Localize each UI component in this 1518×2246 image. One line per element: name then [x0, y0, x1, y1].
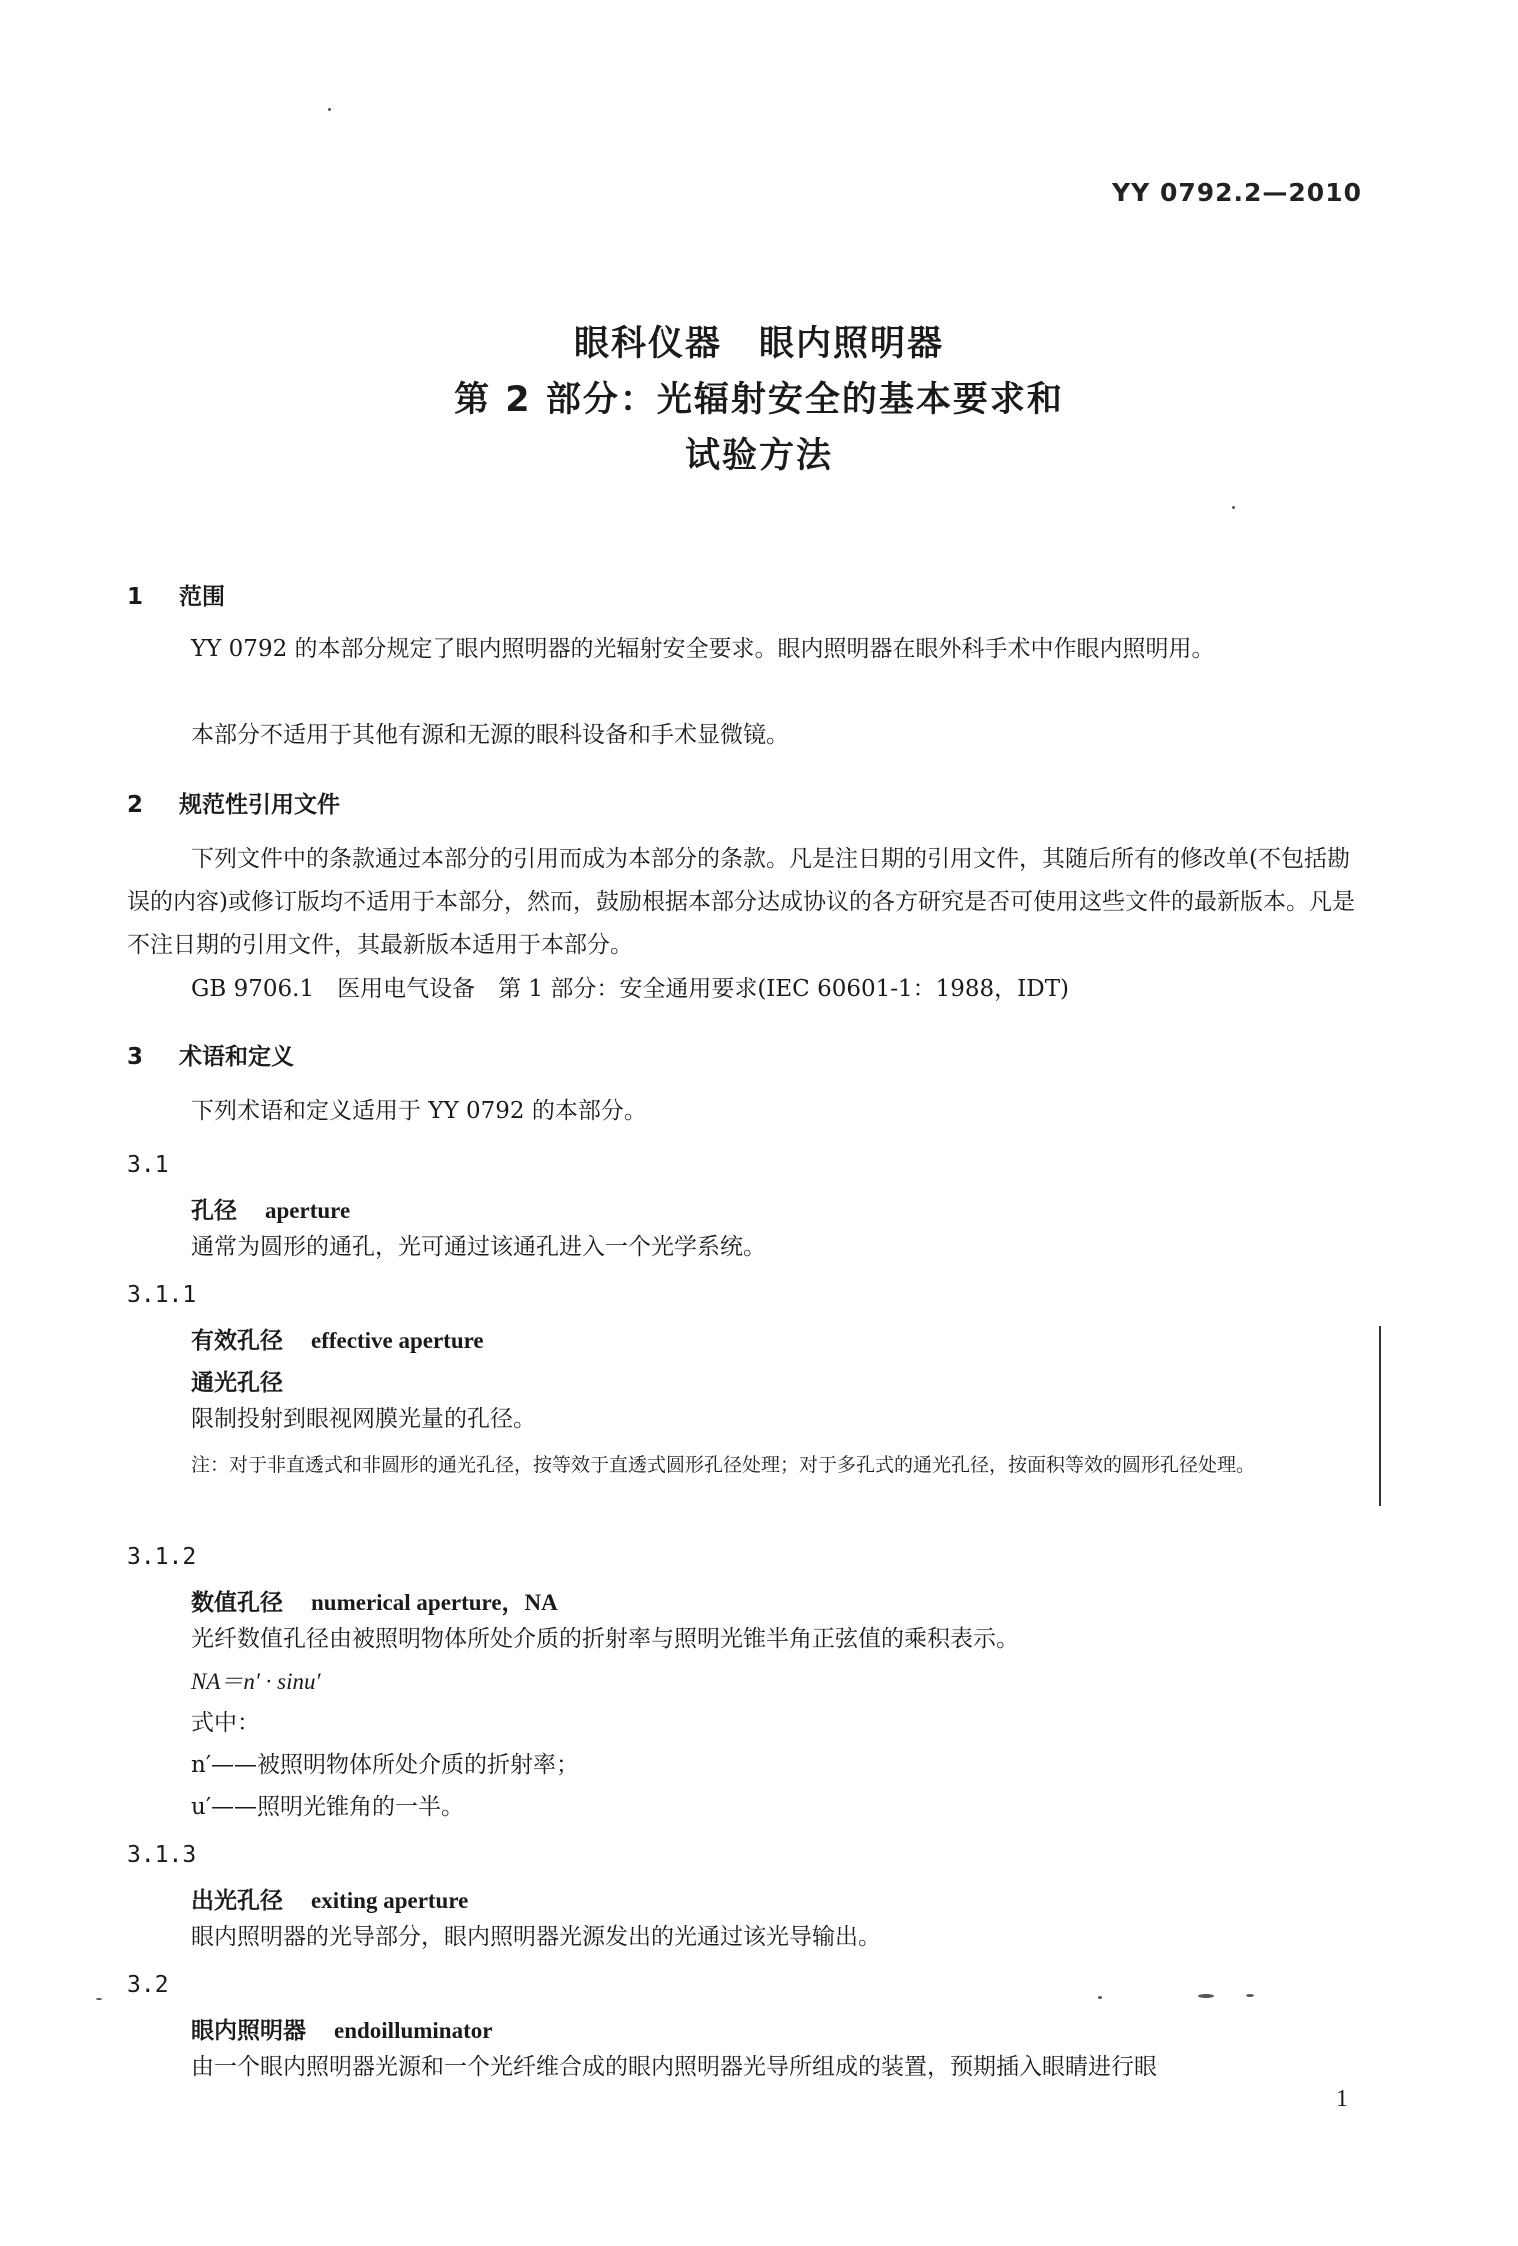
- section-number: 2: [127, 792, 144, 818]
- change-bar: [1379, 1326, 1381, 1506]
- scan-speck: [96, 1998, 102, 2000]
- term-definition: 限制投射到眼视网膜光量的孔径。: [191, 1406, 536, 1432]
- formula-variable: u′——照明光锥角的一半。: [191, 1794, 465, 1820]
- term-definition: 通常为圆形的通孔，光可通过该通孔进入一个光学系统。: [191, 1234, 766, 1260]
- section-title: 规范性引用文件: [179, 792, 341, 818]
- term-en: endoilluminator: [334, 2018, 493, 2043]
- clause-number: 3.1.2: [127, 1544, 197, 1570]
- term-3-2: [191, 2012, 492, 2045]
- section-1-para-2: 本部分不适用于其他有源和无源的眼科设备和手术显微镜。: [191, 722, 789, 748]
- term-zh: 眼内照明器: [191, 2018, 306, 2044]
- section-2-para-1: 下列文件中的条款通过本部分的引用而成为本部分的条款。凡是注日期的引用文件，其随后所有的修改单(不包括勘误的内容)或修订版均不适用于本部分，然而，鼓励根据本部分达成协议的各方研究是否可使用这些文件的最新版本。凡是不注日期的引用文件，其最新版本适用于本部分。: [127, 846, 1355, 958]
- section-3-intro: 下列术语和定义适用于 YY 0792 的本部分。: [191, 1098, 647, 1124]
- section-1-para-1: YY 0792 的本部分规定了眼内照明器的光辐射安全要求。眼内照明器在眼外科手术中作眼内照明用。: [191, 636, 1215, 662]
- scan-speck: [1198, 1994, 1214, 1998]
- title-line-2: 第 2 部分：光辐射安全的基本要求和: [454, 380, 1064, 420]
- term-en: aperture: [265, 1198, 351, 1223]
- term-en: exiting aperture: [311, 1888, 469, 1913]
- formula-where: 式中：: [191, 1710, 260, 1736]
- term-3-1-2: [191, 1584, 558, 1617]
- term-en: numerical aperture，NA: [311, 1590, 558, 1615]
- normative-reference: GB 9706.1 医用电气设备 第 1 部分：安全通用要求(IEC 60601-1：1988，IDT): [191, 976, 1070, 1002]
- section-number: 1: [127, 584, 144, 610]
- term-3-1-1: [191, 1322, 484, 1355]
- scan-speck: [1246, 1994, 1254, 1997]
- term-3-1: [191, 1192, 350, 1225]
- section-3-heading: [127, 1038, 294, 1071]
- page-number: 1: [1336, 2086, 1348, 2112]
- term-definition: 眼内照明器的光导部分，眼内照明器光源发出的光通过该光导输出。: [191, 1924, 881, 1950]
- scan-speck: [328, 108, 331, 111]
- term-zh: 有效孔径: [191, 1328, 283, 1354]
- term-zh: 孔径: [191, 1198, 237, 1224]
- term-definition: 光纤数值孔径由被照明物体所处介质的折射率与照明光锥半角正弦值的乘积表示。: [191, 1626, 1019, 1652]
- formula: NA＝n′ · sinu′: [191, 1669, 321, 1694]
- term-en: effective aperture: [311, 1328, 484, 1353]
- section-number: 3: [127, 1044, 144, 1070]
- term-synonym: 通光孔径: [191, 1370, 283, 1396]
- scan-speck: [1098, 1996, 1102, 1999]
- formula-variable: n′——被照明物体所处介质的折射率；: [191, 1752, 580, 1778]
- clause-number: 3.1.3: [127, 1842, 197, 1868]
- clause-number: 3.1: [127, 1152, 169, 1178]
- term-zh: 数值孔径: [191, 1590, 283, 1616]
- standard-number: YY 0792.2—2010: [1112, 178, 1362, 207]
- section-title: 术语和定义: [179, 1044, 295, 1070]
- term-3-1-3: [191, 1882, 468, 1915]
- clause-number: 3.2: [127, 1972, 169, 1998]
- term-definition: 由一个眼内照明器光源和一个光纤维合成的眼内照明器光导所组成的装置，预期插入眼睛进行眼: [191, 2054, 1157, 2080]
- term-zh: 出光孔径: [191, 1888, 283, 1914]
- section-title: 范围: [179, 584, 226, 610]
- clause-number: 3.1.1: [127, 1282, 197, 1308]
- term-note: 注：对于非直透式和非圆形的通光孔径，按等效于直透式圆形孔径处理；对于多孔式的通光孔径，按面积等效的圆形孔径处理。: [191, 1454, 1256, 1476]
- section-1-heading: [127, 578, 225, 611]
- title-line-3: 试验方法: [684, 436, 833, 476]
- document-title: [0, 316, 1518, 484]
- scan-speck: [1232, 506, 1235, 509]
- section-2-heading: [127, 786, 340, 819]
- title-line-1: 眼科仪器 眼内照明器: [573, 324, 944, 364]
